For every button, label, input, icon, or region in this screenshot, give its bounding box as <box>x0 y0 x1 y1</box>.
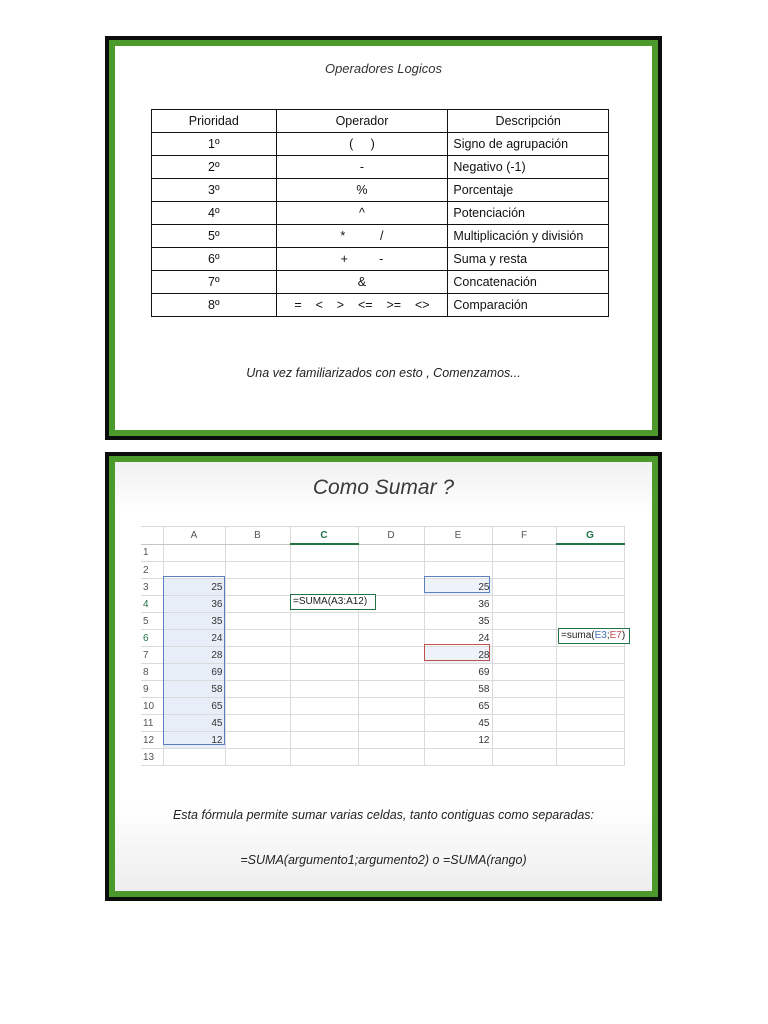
formula-suffix: ) <box>621 630 626 641</box>
cell-e11[interactable]: 45 <box>424 715 492 732</box>
cell-g7[interactable] <box>556 647 624 664</box>
cell-b3[interactable] <box>225 579 290 596</box>
row-header[interactable]: 5 <box>141 613 163 630</box>
cell-a5[interactable]: 35 <box>163 613 225 630</box>
table-row <box>152 271 609 294</box>
cell-d1[interactable] <box>358 544 424 562</box>
row-header[interactable]: 9 <box>141 681 163 698</box>
cell-a3[interactable]: 25 <box>163 579 225 596</box>
cell-g8[interactable] <box>556 664 624 681</box>
cell-g11[interactable] <box>556 715 624 732</box>
cell-a11[interactable]: 45 <box>163 715 225 732</box>
cell-a9[interactable]: 58 <box>163 681 225 698</box>
formula-explanation: Esta fórmula permite sumar varias celdas, tanto contiguas como separadas: <box>172 808 595 822</box>
row-header[interactable]: 13 <box>141 749 163 766</box>
cell-b12[interactable] <box>225 732 290 749</box>
cell-d12[interactable] <box>358 732 424 749</box>
cell-c2[interactable] <box>290 562 358 579</box>
priority-cell: 5º <box>152 225 277 248</box>
cell-e9[interactable]: 58 <box>424 681 492 698</box>
cell-e7[interactable]: 28 <box>424 647 492 664</box>
operator-cell: & <box>276 271 448 294</box>
column-header[interactable]: B <box>225 527 290 545</box>
cell-g1[interactable] <box>556 544 624 562</box>
cell-e2[interactable] <box>424 562 492 579</box>
cell-d7[interactable] <box>358 647 424 664</box>
cell-e6[interactable]: 24 <box>424 630 492 647</box>
cell-f10[interactable] <box>492 698 556 715</box>
row-header[interactable]: 1 <box>141 544 163 562</box>
row-header[interactable]: 11 <box>141 715 163 732</box>
header-descripcion: Descripción <box>448 110 609 133</box>
table-row <box>152 294 609 317</box>
row-header[interactable]: 8 <box>141 664 163 681</box>
cell-d2[interactable] <box>358 562 424 579</box>
cell-a6[interactable]: 24 <box>163 630 225 647</box>
table-row <box>152 179 609 202</box>
priority-cell: 6º <box>152 248 277 271</box>
cell-f11[interactable] <box>492 715 556 732</box>
formula-prefix: =suma( <box>561 630 595 641</box>
cell-c7[interactable] <box>290 647 358 664</box>
row-header[interactable]: 4 <box>141 596 163 613</box>
cell-a4[interactable]: 36 <box>163 596 225 613</box>
description-cell: Porcentaje <box>448 179 609 202</box>
cell-d6[interactable] <box>358 630 424 647</box>
row-header[interactable]: 10 <box>141 698 163 715</box>
cell-c3[interactable] <box>290 579 358 596</box>
cell-b11[interactable] <box>225 715 290 732</box>
cell-g2[interactable] <box>556 562 624 579</box>
description-cell: Multiplicación y división <box>448 225 609 248</box>
cell-c11[interactable] <box>290 715 358 732</box>
cell-b1[interactable] <box>225 544 290 562</box>
slide-note: Una vez familiarizados con esto , Comenzamos... <box>246 366 521 380</box>
formula-cell-c4[interactable] <box>290 594 376 610</box>
cell-f7[interactable] <box>492 647 556 664</box>
table-row <box>141 749 624 766</box>
formula-cell-g6[interactable] <box>558 628 630 644</box>
table-row <box>152 156 609 179</box>
cell-e13[interactable] <box>424 749 492 766</box>
priority-cell: 1º <box>152 133 277 156</box>
slide-como-sumar <box>105 452 662 901</box>
cell-f6[interactable] <box>492 630 556 647</box>
cell-d8[interactable] <box>358 664 424 681</box>
column-header[interactable]: A <box>163 527 225 545</box>
cell-e10[interactable]: 65 <box>424 698 492 715</box>
slide-title: Operadores Logicos <box>324 61 443 76</box>
table-row <box>152 202 609 225</box>
formula-ref-e7: E7 <box>609 630 622 641</box>
cell-e8[interactable]: 69 <box>424 664 492 681</box>
cell-f3[interactable] <box>492 579 556 596</box>
cell-b10[interactable] <box>225 698 290 715</box>
cell-a2[interactable] <box>163 562 225 579</box>
cell-c13[interactable] <box>290 749 358 766</box>
cell-g5[interactable] <box>556 613 624 630</box>
column-header[interactable]: C <box>290 527 358 545</box>
operator-cell: + - <box>276 248 448 271</box>
table-row <box>141 647 624 664</box>
table-row <box>141 544 624 562</box>
cell-d11[interactable] <box>358 715 424 732</box>
table-row <box>141 715 624 732</box>
slide-title: Como Sumar ? <box>312 476 455 499</box>
header-prioridad: Prioridad <box>152 110 277 133</box>
column-header-row <box>141 527 624 545</box>
cell-c8[interactable] <box>290 664 358 681</box>
cell-f4[interactable] <box>492 596 556 613</box>
cell-b9[interactable] <box>225 681 290 698</box>
cell-b2[interactable] <box>225 562 290 579</box>
cell-d9[interactable] <box>358 681 424 698</box>
header-operador: Operador <box>276 110 448 133</box>
table-row <box>152 133 609 156</box>
operator-cell: ( ) <box>276 133 448 156</box>
cell-f9[interactable] <box>492 681 556 698</box>
cell-d5[interactable] <box>358 613 424 630</box>
column-header[interactable]: E <box>424 527 492 545</box>
description-cell: Potenciación <box>448 202 609 225</box>
description-cell: Suma y resta <box>448 248 609 271</box>
operator-cell: ^ <box>276 202 448 225</box>
cell-g4[interactable] <box>556 596 624 613</box>
priority-cell: 4º <box>152 202 277 225</box>
cell-d10[interactable] <box>358 698 424 715</box>
operator-cell: - <box>276 156 448 179</box>
table-row <box>141 681 624 698</box>
column-header[interactable]: D <box>358 527 424 545</box>
table-row <box>141 664 624 681</box>
cell-e1[interactable] <box>424 544 492 562</box>
cell-g3[interactable] <box>556 579 624 596</box>
formula-separator: ; <box>606 630 610 641</box>
cell-g13[interactable] <box>556 749 624 766</box>
table-row <box>152 248 609 271</box>
cell-d3[interactable] <box>358 579 424 596</box>
spreadsheet-grid <box>141 526 625 766</box>
row-header[interactable]: 12 <box>141 732 163 749</box>
cell-a7[interactable]: 28 <box>163 647 225 664</box>
priority-cell: 8º <box>152 294 277 317</box>
description-cell: Comparación <box>448 294 609 317</box>
description-cell: Concatenación <box>448 271 609 294</box>
slide-operadores <box>105 36 662 440</box>
operator-cell: % <box>276 179 448 202</box>
cell-c6[interactable] <box>290 630 358 647</box>
table-row <box>152 225 609 248</box>
cell-e3[interactable]: 25 <box>424 579 492 596</box>
table-header-row <box>152 110 609 133</box>
cell-a1[interactable] <box>163 544 225 562</box>
cell-a13[interactable] <box>163 749 225 766</box>
cell-c9[interactable] <box>290 681 358 698</box>
cell-b4[interactable] <box>225 596 290 613</box>
cell-e12[interactable]: 12 <box>424 732 492 749</box>
cell-c5[interactable] <box>290 613 358 630</box>
table-row <box>141 579 624 596</box>
formula-ref-e3: E3 <box>594 630 607 641</box>
column-header[interactable]: F <box>492 527 556 545</box>
cell-f5[interactable] <box>492 613 556 630</box>
slide-content <box>115 46 652 430</box>
cell-c10[interactable] <box>290 698 358 715</box>
priority-cell: 3º <box>152 179 277 202</box>
operator-cell: * / <box>276 225 448 248</box>
operators-table <box>151 109 609 317</box>
cell-g12[interactable] <box>556 732 624 749</box>
cell-b8[interactable] <box>225 664 290 681</box>
cell-f8[interactable] <box>492 664 556 681</box>
column-header[interactable]: G <box>556 527 624 545</box>
table-row <box>141 562 624 579</box>
cell-f12[interactable] <box>492 732 556 749</box>
description-cell: Negativo (-1) <box>448 156 609 179</box>
cell-g10[interactable] <box>556 698 624 715</box>
cell-g9[interactable] <box>556 681 624 698</box>
cell-f1[interactable] <box>492 544 556 562</box>
row-header[interactable]: 2 <box>141 562 163 579</box>
select-all-corner[interactable] <box>141 527 163 545</box>
table-row <box>141 596 624 613</box>
cell-e4[interactable]: 36 <box>424 596 492 613</box>
cell-b13[interactable] <box>225 749 290 766</box>
table-row <box>141 613 624 630</box>
operator-cell: = < > <= >= <> <box>276 294 448 317</box>
priority-cell: 7º <box>152 271 277 294</box>
cell-c1[interactable] <box>290 544 358 562</box>
spreadsheet <box>141 526 652 764</box>
cell-d13[interactable] <box>358 749 424 766</box>
cell-e5[interactable]: 35 <box>424 613 492 630</box>
description-cell: Signo de agrupación <box>448 133 609 156</box>
row-header[interactable]: 7 <box>141 647 163 664</box>
cell-a8[interactable]: 69 <box>163 664 225 681</box>
table-row <box>141 630 624 647</box>
row-header[interactable]: 3 <box>141 579 163 596</box>
cell-f2[interactable] <box>492 562 556 579</box>
cell-f13[interactable] <box>492 749 556 766</box>
cell-c12[interactable] <box>290 732 358 749</box>
priority-cell: 2º <box>152 156 277 179</box>
cell-b6[interactable] <box>225 630 290 647</box>
row-header[interactable]: 6 <box>141 630 163 647</box>
cell-b5[interactable] <box>225 613 290 630</box>
cell-b7[interactable] <box>225 647 290 664</box>
formula-text: =SUMA(A3:A12) <box>293 596 368 607</box>
cell-a12[interactable]: 12 <box>163 732 225 749</box>
slide-content <box>115 462 652 891</box>
table-row <box>141 732 624 749</box>
table-row <box>141 698 624 715</box>
formula-syntax: =SUMA(argumento1;argumento2) o =SUMA(rango) <box>240 853 527 867</box>
cell-a10[interactable]: 65 <box>163 698 225 715</box>
